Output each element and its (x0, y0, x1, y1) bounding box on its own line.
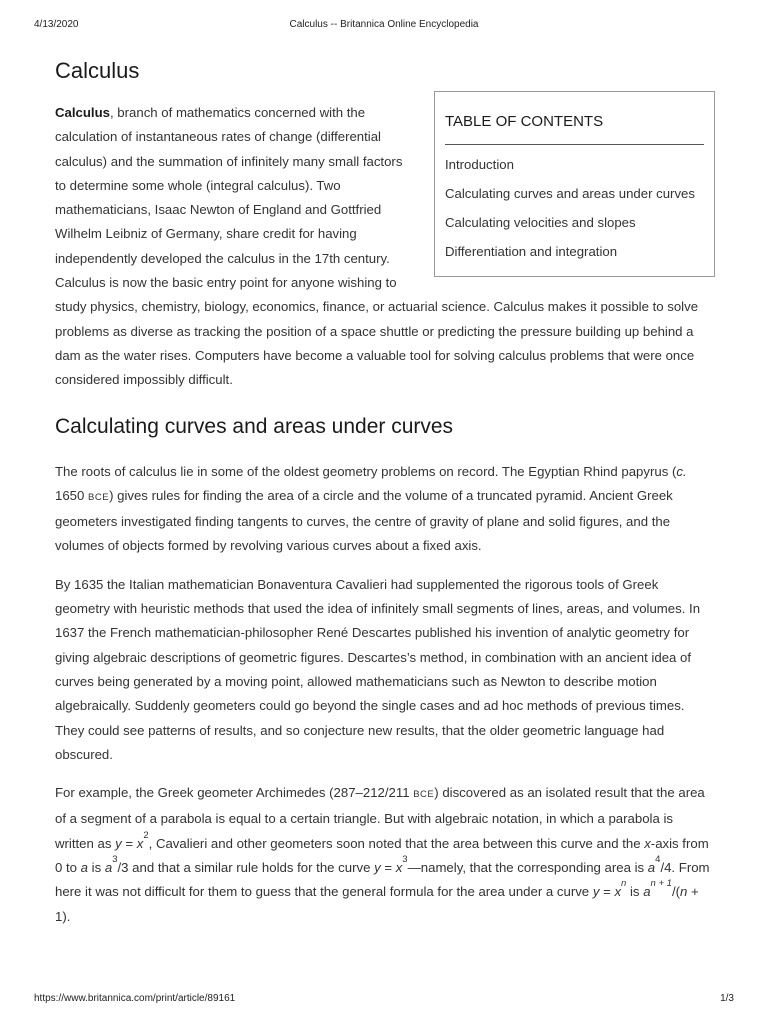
toc-title: TABLE OF CONTENTS (445, 113, 704, 145)
toc-item-velocities-slopes[interactable]: Calculating velocities and slopes (445, 215, 636, 230)
intro-term: Calculus (55, 105, 110, 120)
section-title: Calculating curves and areas under curves (55, 414, 454, 438)
intro-text: , branch of mathematics concerned with the calculation of instantaneous rates of change (differential calculus) and the summation of infinitely many small factors to determine some whole (integral calculus). Two mathematicians, Isaac Newton of England and Gottfried Wilhelm Leibniz of Germany, share credit for having independently developed the calculus in the 17th century. Calculus is now the basic entry point for anyone wishing to study physics, chemistry, biology, economics, finance, or actuarial science. Calculus makes it possible to solve problems as diverse as tracking the position of a space shuttle or predicting the pressure building up behind a dam as the water rises. Computers have become a valuable tool for solving calculus problems that were once considered impossibly difficult. (55, 105, 699, 388)
section-paragraph-1: The roots of calculus lie in some of the oldest geometry problems on record. The Egyptian Rhind papyrus (c. 1650 BCE) gives rules for finding the area of a circle and the volume of a truncated pyramid. Ancient Greek geometers investigated finding tangents to curves, the centre of gravity of plane and solid figures, and the volumes of objects formed by revolving various curves about a fixed axis. (55, 463, 687, 554)
print-header (0, 0, 768, 40)
toc-item-differentiation-integration[interactable]: Differentiation and integration (445, 244, 618, 259)
toc-item-curves-areas[interactable]: Calculating curves and areas under curves (445, 186, 695, 201)
article-title: Calculus (55, 58, 140, 83)
print-footer (0, 990, 768, 1020)
print-page-number: 1/3 (720, 993, 734, 1004)
table-of-contents (434, 91, 715, 277)
print-url: https://www.britannica.com/print/article/89161 (34, 993, 236, 1004)
print-page-title: Calculus -- Britannica Online Encyclopedia (289, 19, 479, 30)
toc-list (445, 155, 704, 262)
section-paragraph-3: For example, the Greek geometer Archimedes (287–212/211 BCE) discovered as an isolated result that the area of a segment of a parabola is equal to a certain triangle. But with algebraic notation, in which a parabola is written as $y = x^2$, Cavalieri and other geometers soon noted that the area between this curve and the x-axis from 0 to a is $a^3/3$ and that a similar rule holds for the curve $y = x^3—namely$, that the corresponding area is $a^4/4$. From here it was not difficult for them to guess that the general formula for the area under a curve $y = x^n$ is $a^{n + 1}/(n + 1)$. (55, 785, 710, 924)
section-paragraph-2: By 1635 the Italian mathematician Bonaventura Cavalieri had supplemented the rigorous tools of Greek geometry with heuristic methods that used the idea of infinitely small segments of lines, areas, and volumes. In 1637 the French mathematician-philosopher René Descartes published his invention of analytic geometry for giving algebraic descriptions of geometric figures. Descartes’s method, in combination with an ancient idea of curves being generated by a moving point, allowed mathematicians such as Newton to describe motion algebraically. Suddenly geometers could go beyond the single cases and ad hoc methods of previous times. They could see patterns of results, and so conjecture new results, that the older geometric language had obscured. (55, 576, 701, 762)
toc-item-introduction[interactable]: Introduction (445, 157, 514, 172)
article-content (55, 50, 715, 943)
print-date: 4/13/2020 (34, 19, 79, 30)
